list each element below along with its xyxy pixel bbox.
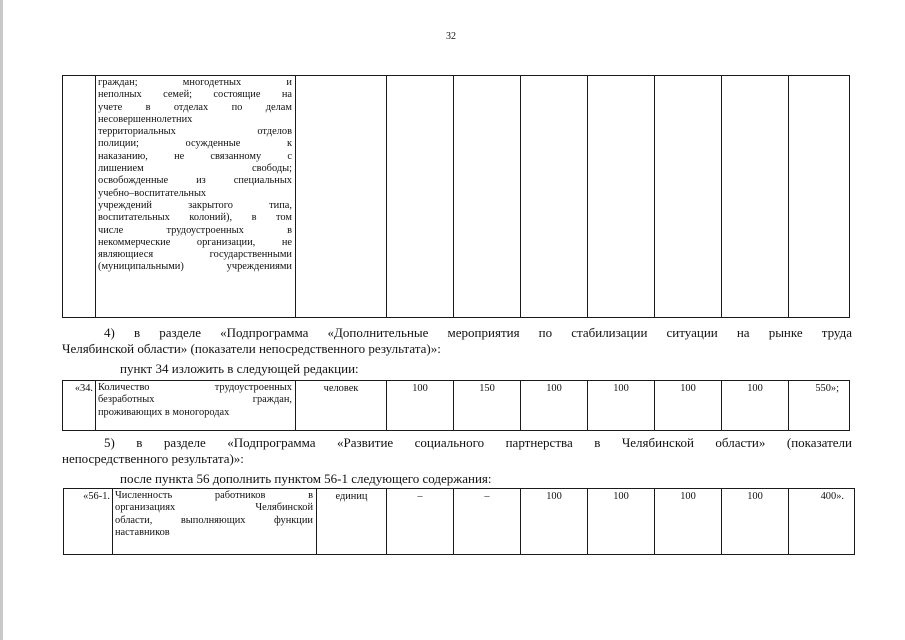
cell-value: 100 — [387, 381, 454, 431]
cell-number: «56-1. — [64, 489, 113, 555]
cell-value — [387, 76, 454, 318]
line: (муниципальными) учреждениями — [98, 261, 292, 273]
cell-value: 100 — [655, 381, 722, 431]
table-row — [63, 76, 850, 318]
table-continuation — [62, 75, 850, 318]
line: неполных семей; состоящие на — [98, 89, 292, 101]
paragraph-4-continuation: Челябинской области» (показатели непосредственного результата)»: — [62, 341, 441, 356]
cell-total — [789, 76, 850, 318]
cell-indicator — [96, 76, 296, 318]
cell-indicator — [96, 381, 296, 431]
line: учебно–воспитательных — [98, 187, 207, 199]
paragraph-4-text: 4) в разделе «Подпрограмма «Дополнительные мероприятия по стабилизации ситуации на рынке труда — [104, 325, 852, 340]
line: освобожденные из специальных — [98, 175, 292, 187]
paragraph-5-item: после пункта 56 дополнить пунктом 56-1 следующего содержания: — [120, 471, 492, 486]
line: учете в отделах по делам — [98, 101, 292, 113]
table-row — [64, 489, 855, 555]
line: Количество трудоустроенных — [98, 382, 292, 393]
cell-value — [521, 76, 588, 318]
line: проживающих в моногородах — [98, 406, 230, 418]
paragraph-5-text: 5) в разделе «Подпрограмма «Развитие социального партнерства в Челябинской области» (показатели — [104, 435, 852, 450]
cell-indicator — [113, 489, 317, 555]
cell-number — [63, 76, 96, 318]
table-item-34 — [62, 380, 850, 431]
cell-value: 100 — [722, 381, 789, 431]
cell-value — [454, 76, 521, 318]
line: воспитательных колоний), в том — [98, 212, 292, 224]
cell-value: 150 — [454, 381, 521, 431]
cell-unit — [296, 76, 387, 318]
table-item-56-1 — [63, 488, 855, 555]
line: организациях Челябинской — [115, 502, 313, 514]
line: территориальных отделов — [98, 126, 292, 138]
line: числе трудоустроенных в — [98, 224, 292, 236]
cell-value: – — [454, 489, 521, 555]
line: являющиеся государственными — [98, 249, 292, 261]
cell-value: 100 — [521, 381, 588, 431]
line: области, выполняющих функции — [115, 514, 313, 526]
cell-total: 550»; — [789, 381, 850, 431]
line: лишением свободы; — [98, 163, 292, 175]
cell-unit: единиц — [317, 489, 387, 555]
scan-edge — [0, 0, 3, 640]
cell-total: 400». — [789, 489, 855, 555]
cell-value: 100 — [521, 489, 588, 555]
line: полиции; осужденные к — [98, 138, 292, 150]
cell-value — [588, 76, 655, 318]
line: наказанию, не связанному с — [98, 150, 292, 162]
line: некоммерческие организации, не — [98, 236, 292, 248]
paragraph-4-item: пункт 34 изложить в следующей редакции: — [120, 361, 359, 376]
line: безработных граждан, — [98, 394, 292, 406]
cell-unit: человек — [296, 381, 387, 431]
cell-number: «34. — [63, 381, 96, 431]
cell-value — [655, 76, 722, 318]
cell-value: – — [387, 489, 454, 555]
line: граждан; многодетных и — [98, 77, 292, 88]
line: Численность работников в — [115, 490, 313, 501]
page-number: 32 — [446, 31, 456, 42]
cell-value: 100 — [722, 489, 789, 555]
table-row — [63, 381, 850, 431]
line: несовершеннолетних — [98, 113, 193, 125]
paragraph-5-continuation: непосредственного результата)»: — [62, 451, 244, 466]
line: учреждений закрытого типа, — [98, 199, 292, 211]
cell-value: 100 — [655, 489, 722, 555]
cell-value: 100 — [588, 381, 655, 431]
cell-value: 100 — [588, 489, 655, 555]
paragraph-5 — [62, 435, 852, 467]
line: наставников — [115, 526, 170, 538]
cell-value — [722, 76, 789, 318]
paragraph-4 — [62, 325, 852, 357]
